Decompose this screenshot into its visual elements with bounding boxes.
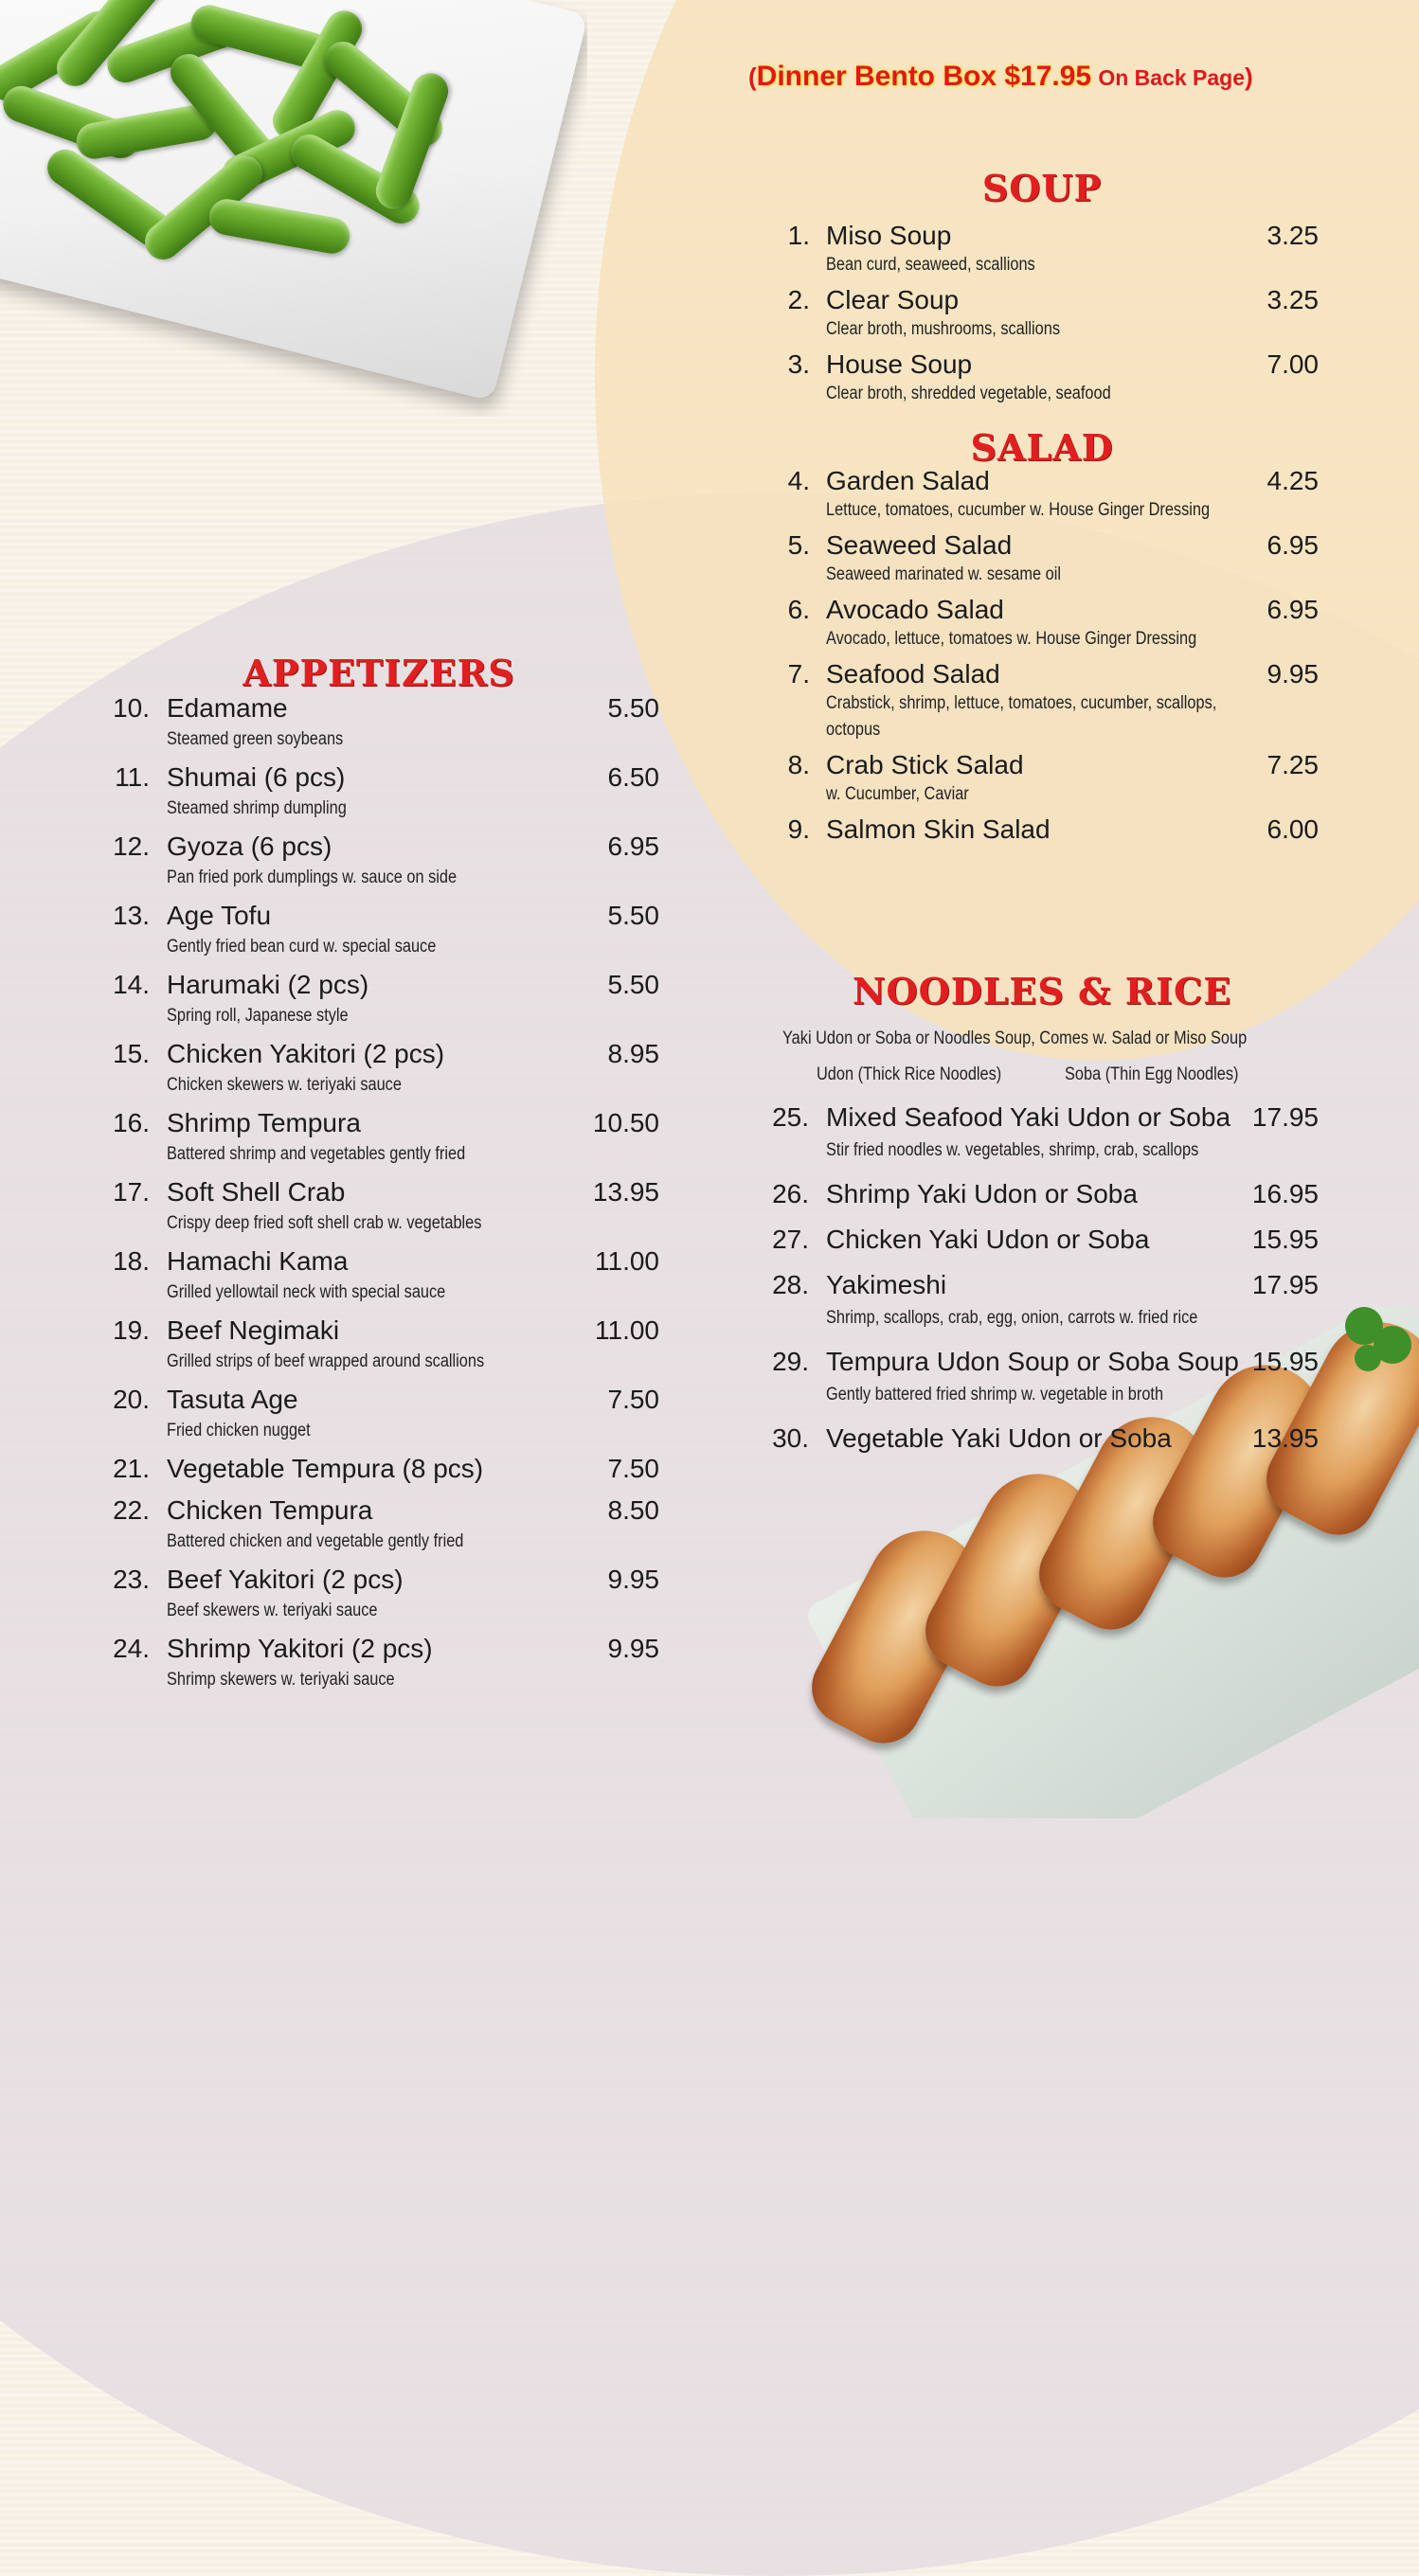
- item-price: 7.50: [607, 1454, 659, 1483]
- item-name: Garden Salad: [826, 466, 990, 495]
- item-price: 3.25: [1266, 221, 1319, 250]
- item-number: 11.: [115, 762, 150, 792]
- item-description: Avocado, lettuce, tomatoes w. House Ginger Dressing: [826, 629, 1197, 649]
- noodles-note: Yaki Udon or Soba or Noodles Soup, Comes w. Salad or Miso Soup: [782, 1029, 1248, 1048]
- item-price: 13.95: [1251, 1423, 1319, 1453]
- item-price: 5.50: [607, 901, 659, 930]
- item-name: Shumai (6 pcs): [167, 762, 346, 792]
- item-number: 29.: [772, 1347, 809, 1376]
- item-name: Vegetable Yaki Udon or Soba: [826, 1423, 1172, 1453]
- item-name: Tasuta Age: [167, 1385, 298, 1414]
- item-price: 7.00: [1266, 349, 1319, 379]
- item-name: Harumaki (2 pcs): [167, 970, 369, 999]
- item-price: 10.50: [592, 1108, 659, 1137]
- item-description: Bean curd, seaweed, scallions: [826, 255, 1035, 275]
- item-name: House Soup: [826, 349, 973, 379]
- item-number: 9.: [787, 814, 810, 844]
- item-price: 17.95: [1251, 1270, 1319, 1299]
- item-price: 7.50: [607, 1385, 659, 1414]
- item-number: 30.: [772, 1423, 809, 1453]
- item-name: Edamame: [167, 693, 288, 723]
- item-description: Seaweed marinated w. sesame oil: [826, 564, 1061, 584]
- item-description: Battered shrimp and vegetables gently fried: [167, 1144, 466, 1164]
- item-number: 15.: [113, 1039, 150, 1068]
- item-name: Beef Negimaki: [167, 1315, 340, 1345]
- soup-heading: SOUP: [981, 167, 1103, 209]
- item-number: 17.: [113, 1177, 150, 1207]
- item-name: Gyoza (6 pcs): [167, 832, 332, 861]
- item-name: Avocado Salad: [826, 595, 1004, 624]
- item-name: Hamachi Kama: [167, 1246, 349, 1276]
- item-price: 13.95: [592, 1177, 659, 1207]
- parsley-garnish: [1355, 1345, 1381, 1371]
- item-price: 6.95: [607, 832, 659, 861]
- item-name: Vegetable Tempura (8 pcs): [167, 1454, 484, 1483]
- item-description: Grilled strips of beef wrapped around scallions: [167, 1351, 485, 1371]
- item-price: 9.95: [1266, 659, 1319, 689]
- item-description: Fried chicken nugget: [167, 1421, 311, 1440]
- item-description: Crabstick, shrimp, lettuce, tomatoes, cucumber, scallops,: [826, 693, 1217, 713]
- item-name: Clear Soup: [826, 285, 960, 314]
- item-description: Battered chicken and vegetable gently fried: [167, 1531, 464, 1551]
- item-description: Gently fried bean curd w. special sauce: [167, 937, 437, 957]
- item-number: 28.: [772, 1270, 809, 1299]
- item-description: Steamed green soybeans: [167, 729, 344, 749]
- item-description: octopus: [826, 720, 881, 740]
- item-number: 22.: [113, 1495, 150, 1525]
- item-price: 4.25: [1266, 466, 1319, 495]
- item-number: 25.: [772, 1102, 809, 1132]
- item-price: 9.95: [607, 1565, 659, 1594]
- item-name: Soft Shell Crab: [167, 1177, 346, 1207]
- item-number: 21.: [113, 1454, 150, 1483]
- udon-note: Udon (Thick Rice Noodles): [817, 1064, 1002, 1084]
- banner-paren: ): [1245, 63, 1253, 91]
- item-number: 16.: [113, 1108, 150, 1137]
- item-number: 3.: [787, 349, 810, 379]
- item-price: 9.95: [607, 1634, 659, 1663]
- item-description: Grilled yellowtail neck with special sauce: [167, 1282, 446, 1302]
- item-number: 26.: [772, 1179, 809, 1208]
- item-price: 11.00: [595, 1315, 659, 1345]
- gyoza-photo: [786, 1307, 1419, 1818]
- item-price: 16.95: [1251, 1179, 1319, 1208]
- item-name: Age Tofu: [167, 901, 272, 930]
- item-description: Beef skewers w. teriyaki sauce: [167, 1601, 378, 1620]
- item-description: Gently battered fried shrimp w. vegetable in broth: [826, 1385, 1164, 1404]
- item-number: 5.: [787, 530, 810, 560]
- item-name: Mixed Seafood Yaki Udon or Soba: [826, 1102, 1231, 1132]
- item-number: 10.: [113, 693, 150, 723]
- item-description: Lettuce, tomatoes, cucumber w. House Ginger Dressing: [826, 500, 1211, 520]
- item-description: Stir fried noodles w. vegetables, shrimp, crab, scallops: [826, 1140, 1199, 1160]
- item-description: Shrimp skewers w. teriyaki sauce: [167, 1670, 395, 1690]
- bento-banner: [748, 61, 1317, 93]
- item-name: Yakimeshi: [826, 1270, 947, 1299]
- item-price: 6.50: [607, 762, 659, 792]
- item-name: Crab Stick Salad: [826, 750, 1024, 779]
- item-number: 14.: [113, 970, 150, 999]
- item-name: Seafood Salad: [826, 659, 1000, 689]
- item-name: Chicken Yaki Udon or Soba: [826, 1225, 1150, 1254]
- item-price: 6.00: [1266, 814, 1319, 844]
- item-price: 8.50: [607, 1495, 659, 1525]
- item-price: 15.95: [1251, 1225, 1319, 1254]
- item-description: Spring roll, Japanese style: [167, 1006, 349, 1026]
- item-description: Steamed shrimp dumpling: [167, 798, 347, 818]
- item-price: 6.95: [1266, 595, 1319, 624]
- banner-paren: (: [748, 63, 757, 91]
- banner-main-text: Dinner Bento Box $17.95: [756, 61, 1092, 92]
- item-number: 2.: [787, 285, 810, 314]
- edamame-photo: [0, 0, 587, 417]
- item-name: Shrimp Yakitori (2 pcs): [167, 1634, 433, 1663]
- banner-suffix-text: On Back Page: [1098, 65, 1246, 90]
- item-name: Beef Yakitori (2 pcs): [167, 1565, 404, 1594]
- noodles-rice-heading: NOODLES & RICE: [852, 970, 1232, 1012]
- salad-heading: SALAD: [970, 426, 1114, 469]
- item-description: Chicken skewers w. teriyaki sauce: [167, 1075, 402, 1095]
- item-number: 1.: [787, 221, 810, 250]
- item-description: w. Cucumber, Caviar: [826, 784, 969, 804]
- item-number: 7.: [787, 659, 810, 689]
- appetizers-heading: APPETIZERS: [242, 652, 515, 694]
- item-description: Pan fried pork dumplings w. sauce on side: [167, 868, 458, 887]
- item-price: 5.50: [607, 693, 659, 723]
- item-name: Chicken Tempura: [167, 1495, 373, 1525]
- item-price: 17.95: [1251, 1102, 1319, 1132]
- item-price: 6.95: [1266, 530, 1319, 560]
- item-price: 11.00: [595, 1246, 659, 1276]
- item-number: 24.: [113, 1634, 150, 1663]
- item-name: Tempura Udon Soup or Soba Soup: [826, 1347, 1239, 1376]
- item-name: Salmon Skin Salad: [826, 814, 1051, 844]
- item-price: 3.25: [1266, 285, 1319, 314]
- item-price: 7.25: [1266, 750, 1319, 779]
- item-name: Shrimp Yaki Udon or Soba: [826, 1179, 1138, 1208]
- item-description: Clear broth, mushrooms, scallions: [826, 319, 1061, 339]
- item-number: 12.: [113, 832, 150, 861]
- item-description: Shrimp, scallops, crab, egg, onion, carrots w. fried rice: [826, 1308, 1198, 1328]
- item-number: 27.: [772, 1225, 809, 1254]
- item-number: 18.: [113, 1246, 150, 1276]
- item-price: 15.95: [1251, 1347, 1319, 1376]
- item-name: Seaweed Salad: [826, 530, 1013, 560]
- item-number: 20.: [113, 1385, 150, 1414]
- item-number: 23.: [113, 1565, 150, 1594]
- soba-note: Soba (Thin Egg Noodles): [1065, 1064, 1239, 1084]
- item-price: 5.50: [607, 970, 659, 999]
- item-number: 4.: [787, 466, 810, 495]
- item-number: 19.: [113, 1315, 150, 1345]
- item-number: 6.: [787, 595, 810, 624]
- item-number: 8.: [787, 750, 810, 779]
- item-name: Miso Soup: [826, 221, 952, 250]
- item-name: Shrimp Tempura: [167, 1108, 361, 1137]
- item-description: Crispy deep fried soft shell crab w. vegetables: [167, 1213, 482, 1233]
- item-number: 13.: [113, 901, 150, 930]
- item-name: Chicken Yakitori (2 pcs): [167, 1039, 445, 1068]
- item-price: 8.95: [607, 1039, 659, 1068]
- item-description: Clear broth, shredded vegetable, seafood: [826, 384, 1111, 403]
